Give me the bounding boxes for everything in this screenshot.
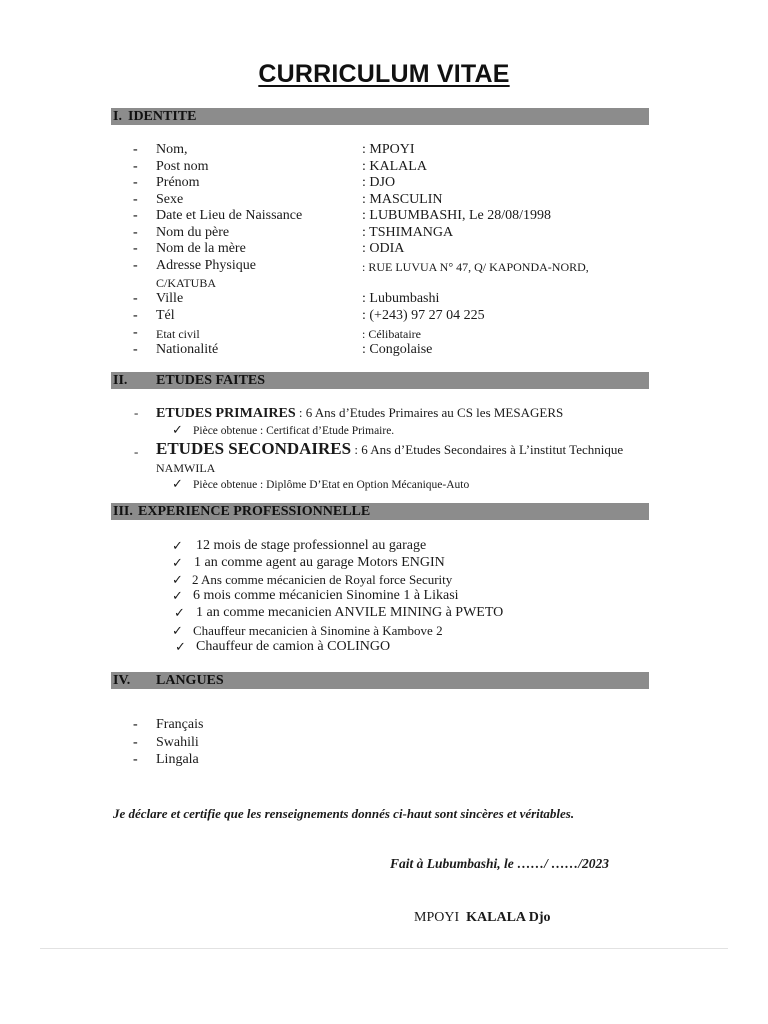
- page-divider: [40, 948, 728, 949]
- check-icon: ✓: [172, 623, 183, 638]
- check-icon: ✓: [172, 555, 183, 570]
- section-label: IDENTITE: [128, 109, 197, 124]
- section-number: IV.: [113, 673, 131, 688]
- section-header-etudes: [111, 372, 649, 389]
- address-continuation: C/KATUBA: [156, 276, 217, 290]
- page-title: CURRICULUM VITAE: [258, 60, 510, 88]
- section-number: I.: [113, 109, 122, 124]
- check-icon: ✓: [172, 538, 183, 553]
- check-icon: ✓: [175, 639, 186, 654]
- declaration-text: Je déclare et certifie que les renseignements donnés ci-haut sont sincères et véritables.: [113, 806, 575, 821]
- section-header-langues: [111, 672, 649, 689]
- section-number: II.: [113, 373, 128, 388]
- check-icon: ✓: [172, 588, 183, 603]
- section-header-experience: [111, 503, 649, 520]
- signature-name: MPOYI KALALA Djo: [414, 910, 551, 925]
- check-icon: ✓: [172, 422, 183, 437]
- place-date-line: Fait à Lubumbashi, le ……/ ……/2023: [390, 856, 610, 871]
- check-icon: ✓: [174, 605, 185, 620]
- section-label: LANGUES: [156, 673, 224, 688]
- etudes-secondaires-line2: NAMWILA: [156, 461, 216, 475]
- section-label: ETUDES FAITES: [156, 373, 266, 388]
- check-icon: ✓: [172, 572, 183, 587]
- section-label: EXPERIENCE PROFESSIONNELLE: [138, 504, 371, 519]
- check-icon: ✓: [172, 476, 183, 491]
- section-header-identite: [111, 108, 649, 125]
- section-number: III.: [113, 504, 133, 519]
